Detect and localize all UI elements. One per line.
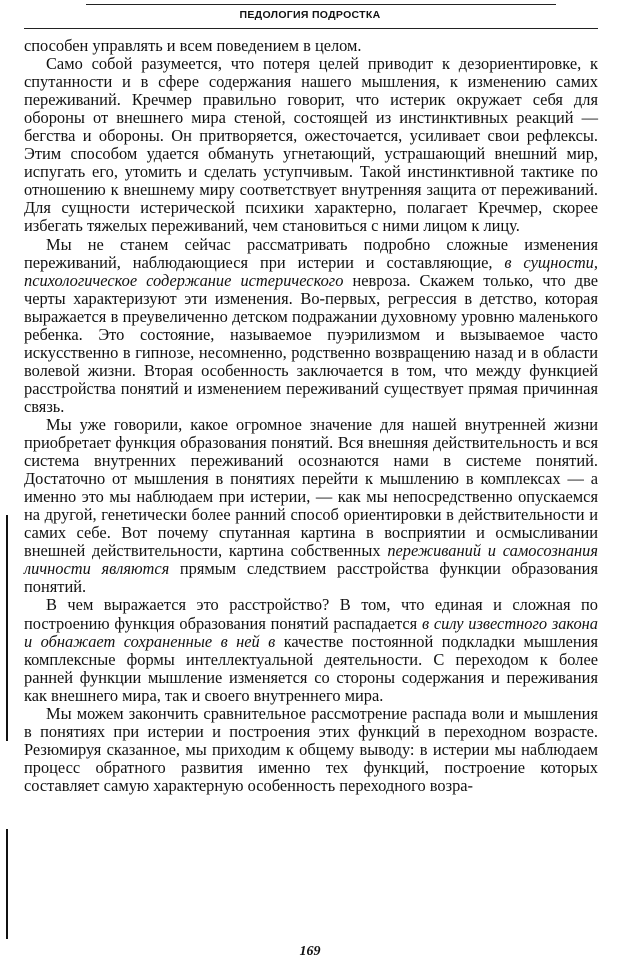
italic-emphasis: в сущности, психологическое содержание истерического — [24, 252, 598, 290]
italic-emphasis: переживаний и самосознания личности являются — [24, 541, 598, 579]
paragraph-text: качестве постоянной подкладки мышления комплексные формы интеллектуальной деятельности. С переходом к более ранней функции мышление изменяется со стороны содержания и переживания как внешнего мира, так и своего внутреннего мира. — [24, 631, 598, 705]
paragraph-text: Мы уже говорили, какое огромное значение для нашей внутренней жизни приобретает функция образования понятий. Вся внешняя действительность и вся система внутренних переживаний осознаются нами в системе понятий. Достаточно от мышления в понятиях перейти к мышлению в комплексах — а именно это мы наблюдаем при истерии, — как мы непосредственно опускаемся на другой, генетически более ранний способ ориентировки в действительности и самих себе. Вот почему спутанная картина в восприятии и осмысливании внешней действительности, картина собственных — [24, 414, 598, 561]
body-text — [24, 37, 598, 795]
italic-emphasis: в силу известного закона и обнажает сохраненные в ней в — [24, 613, 598, 651]
running-head: ПЕДОЛОГИЯ ПОДРОСТКА — [239, 9, 381, 21]
margin-bar — [6, 829, 8, 939]
margin-bar — [6, 515, 8, 741]
paragraph-text: Мы не станем сейчас рассматривать подробно сложные изменения переживаний, наблюдающиеся при истерии и составляющие, — [24, 234, 598, 272]
page-number: 169 — [299, 944, 321, 959]
paragraph: Мы можем закончить сравнительное рассмотрение распада воли и мышления в понятиях при истерии и построения этих функций в переходном возрасте. Резюмируя сказанное, мы приходим к общему выводу: в истерии мы наблюдаем процесс обратного развития именно тех функций, построение которых составляет самую характерную особенность переходного возра- — [24, 703, 598, 795]
paragraph-text: невроза. Скажем только, что две черты характеризуют эти изменения. Во-первых, регрессия в детство, которая выражается в преувеличенно детском подражании духовному уровню маленького ребенка. Это состояние, называемое пуэрилизмом и вызываемое часто искусственно в гипнозе, несомненно, родственно возвращению назад и в области волевой жизни. Вторая особенность заключается в том, что между функцией расстройства понятий и изменением переживаний существует прямая причинная связь. — [24, 270, 598, 416]
top-rule — [86, 4, 556, 5]
paragraph — [24, 236, 598, 416]
paragraph — [24, 416, 598, 596]
paragraph: Само собой разумеется, что потеря целей приводит к дезориентировке, к спутанности и в сфере содержания нашего мышления, к изменению самих переживаний. Кречмер правильно говорит, что истерик окружает себя для обороны от внешнего мира стеной, состоящей из инстинктивных реакций — бегства и обороны. Он притворяется, ожесточается, усиливает свои рефлексы. Этим способом удается обмануть угнетающий, устрашающий внешний мир, испугать его, утомить и сделать уступчивым. Такой инстинктивной тактике по отношению к внешнему миру соответствует внутренняя защита от переживаний. Для сущности истерической психики характерно, полагает Кречмер, скорее избегать тяжелых переживаний, чем становиться с ними лицом к лицу. — [24, 54, 598, 236]
header-rule — [24, 28, 598, 29]
paragraph-continuation: способен управлять и всем поведением в целом. — [24, 36, 362, 55]
paragraph-text: прямым следствием расстройства функции образования понятий. — [24, 559, 598, 597]
paragraph — [24, 596, 598, 704]
paragraph-text: В чем выражается это расстройство? В том, что единая и сложная по построению функция образования понятий распадается — [24, 595, 598, 633]
